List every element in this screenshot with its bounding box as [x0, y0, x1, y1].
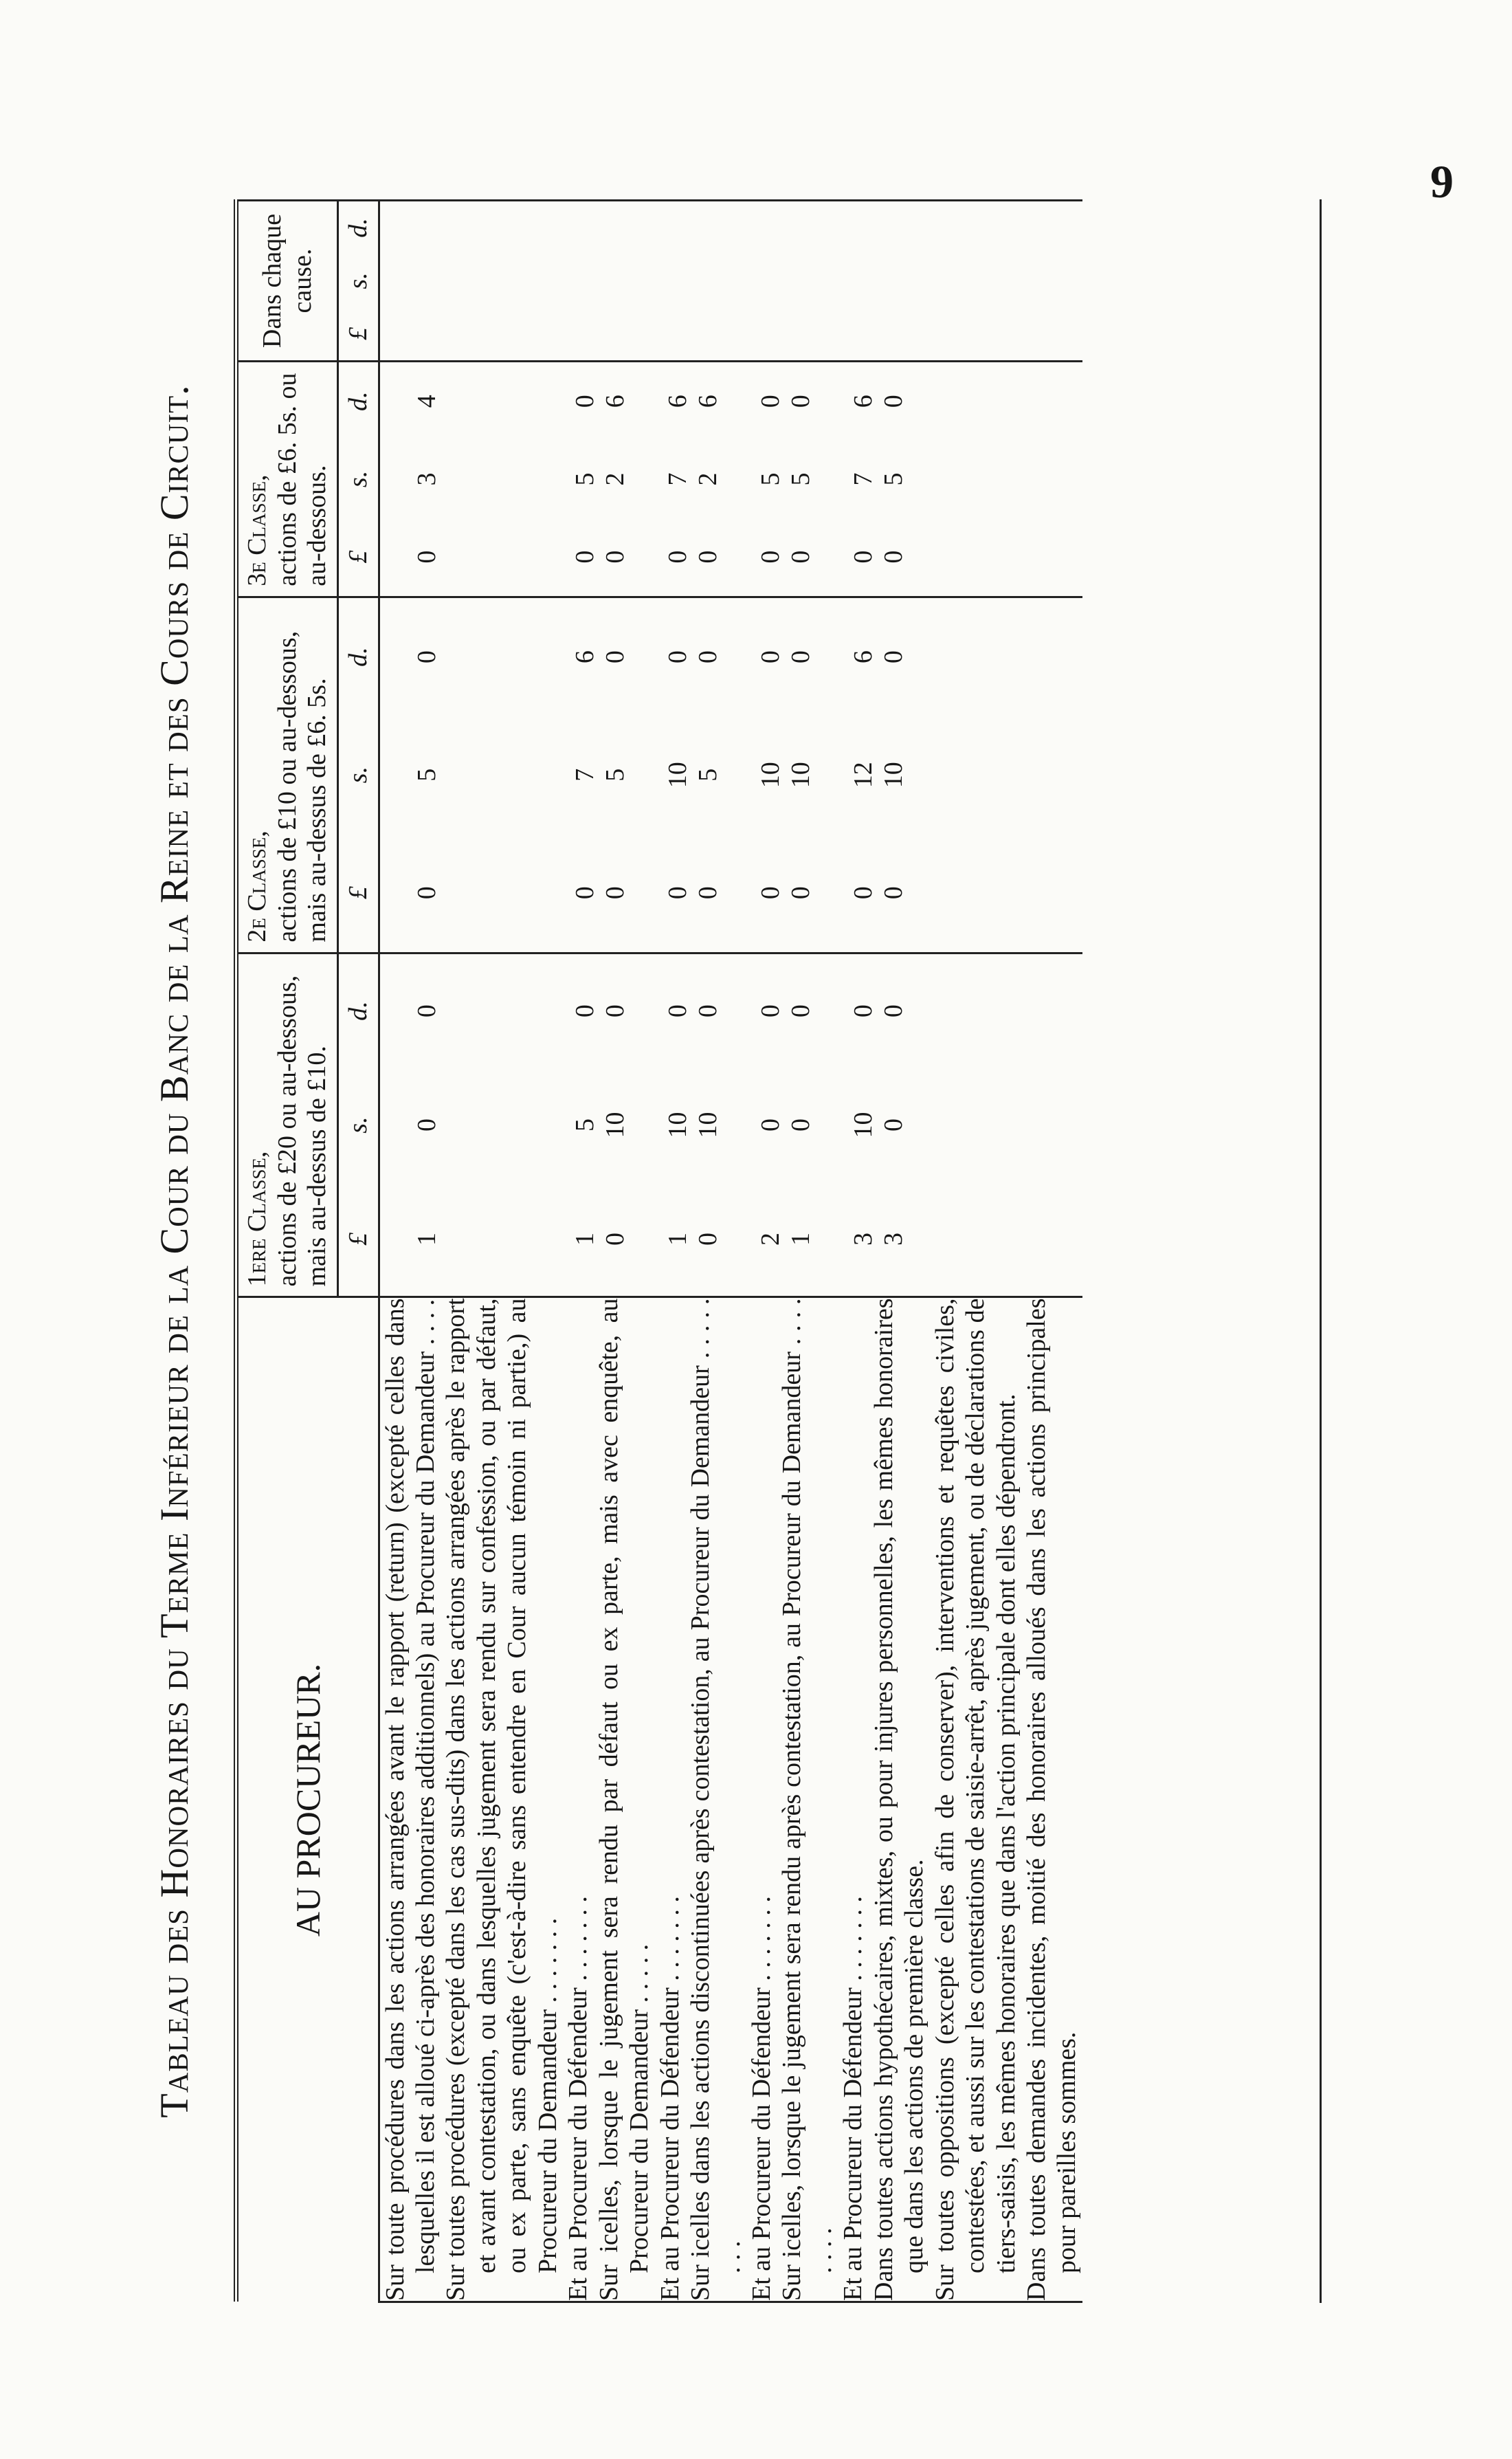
table-row-text: Sur icelles, lorsque le jugement sera rendu par défaut ou ex parte, mais avec enquête, au Procureur du Demandeur . . . . .	[594, 1298, 654, 2301]
class-2-amounts: 0 5 0 0 7 6 0 5 0 0 10 0 0 5 0 0 10 0 0 10 0 0 12 6 0 10 0	[379, 597, 1082, 953]
fee-table	[234, 199, 1082, 2303]
amount-pence: 0	[412, 1004, 441, 1018]
units-class-2: £ s. d.	[338, 597, 379, 953]
class-2-header: 2e Classe, actions de £10 ou au-dessous, mais au-dessus de £6. 5s.	[236, 597, 338, 953]
table-row-text: Sur toute procédures dans les actions arrangées avant le rapport (return) (excepté celles dans lesquelles il est alloué ci-après des honoraires additionnels) au Procureur du Demandeur . . . .	[380, 1298, 440, 2301]
units-each-cause: £ s. d.	[338, 201, 379, 362]
class-1-amounts: 1 0 0 1 5 0 0 10 0 1 10 0 0 10 0 2 0 0 1 0 0 3 10 0 3 0 0	[379, 953, 1082, 1297]
class-3-header: 3e Classe, actions de £6. 5s. ou au-dessous.	[236, 362, 338, 597]
table-row-text: Dans toutes actions hypothécaires, mixtes, ou pour injures personnelles, les mêmes honoraires que dans les actions de première classe.	[869, 1298, 929, 2301]
units-class-1: £ s. d.	[338, 953, 379, 1297]
each-cause-amounts	[379, 201, 1082, 362]
class-1-header: 1ere Classe, actions de £20 ou au-dessous, mais au-dessus de £10.	[236, 953, 338, 1297]
table-title: Tableau des Honoraires du Terme Inférieur de la Cour du Banc de la Reine et des Cours de Circuit.	[152, 384, 197, 2118]
table-row-text: Sur icelles dans les actions discontinuées après contestation, au Procureur du Demandeur . . . . . . . .	[686, 1298, 746, 2301]
table-row-text: Et au Procureur du Défendeur . . . . . . .	[746, 1896, 776, 2301]
table-row-text: Sur toutes procédures (excepté dans les cas sus-dits) dans les actions arrangées après le rapport et avant contestation, ou dans lesquelles jugement sera rendu sur confession, ou par défaut, ou ex parte, sans enquête (c'est-à-dire sans entendre en Cour aucun témoin ni partie,) au Procureur du Demandeur . . . . . . .	[441, 1298, 562, 2301]
each-cause-header: Dans chaque cause.	[236, 201, 338, 362]
table-row-text: Dans toutes demandes incidentes, moitié des honoraires alloués dans les actions principales pour pareilles sommes.	[1022, 1298, 1082, 2301]
table-row-text: Et au Procureur du Défendeur . . . . . . .	[564, 1896, 593, 2301]
table-row-text: Et au Procureur du Défendeur . . . . . . .	[838, 1896, 868, 2301]
units-class-3: £ s. d.	[338, 362, 379, 597]
bottom-rule	[1320, 199, 1322, 2303]
page-number: 9	[1430, 155, 1454, 208]
table-row-text: Sur icelles, lorsque le jugement sera rendu après contestation, au Procureur du Demandeur . . . . . . . .	[777, 1298, 837, 2301]
table-row-text: Et au Procureur du Défendeur . . . . . . .	[655, 1896, 685, 2301]
rotated-fee-table-region	[76, 144, 1423, 2358]
amount-shillings: 0	[412, 1118, 441, 1132]
amount-pounds: 1	[412, 1233, 441, 1246]
table-row-text: Sur toutes oppositions (excepté celles afin de conserver), interventions et requêtes civiles, contestées, et aussi sur les contestations de saisie-arrêt, après jugement, ou de déclarations de tiers-saisis, les mêmes honoraires que dans l'action principale dont elles dépendront.	[930, 1298, 1021, 2301]
procureur-column-header: AU PROCUREUR.	[236, 1297, 379, 2302]
class-3-amounts: 0 3 4 0 5 0 0 2 6 0 7 6 0 2 6 0 5 0 0 5 0 0 7 6 0 5 0	[379, 362, 1082, 597]
procedure-descriptions	[379, 1297, 1082, 2302]
